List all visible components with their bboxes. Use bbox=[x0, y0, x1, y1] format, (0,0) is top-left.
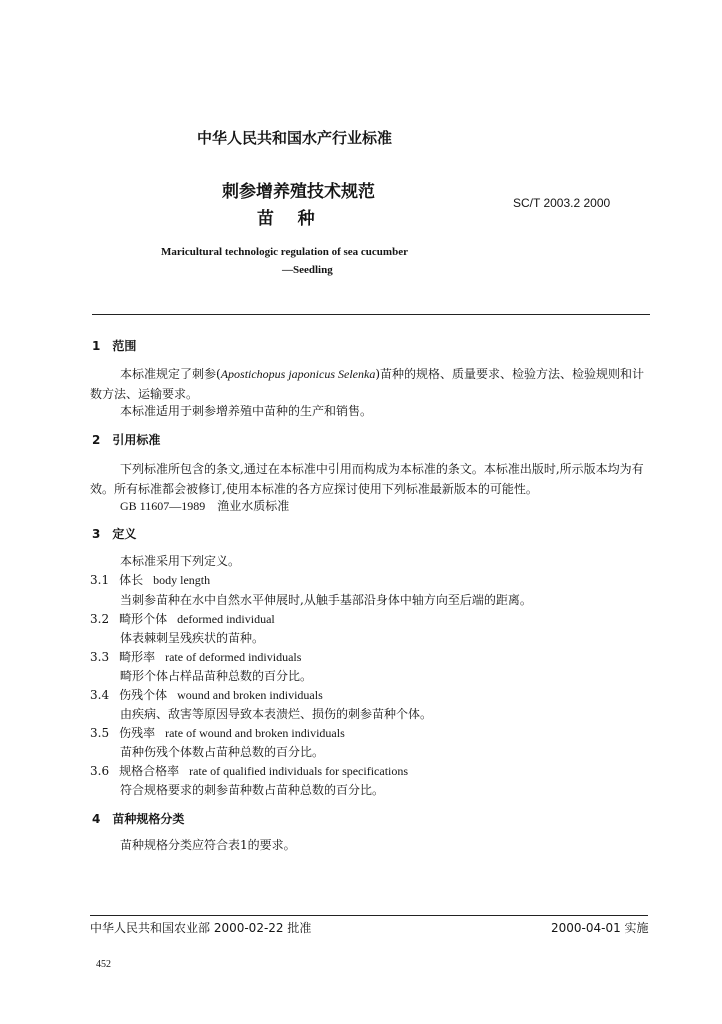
definition-term-en: deformed individual bbox=[177, 612, 275, 626]
definition-number: 3.6 bbox=[90, 764, 110, 778]
referenced-standard-code: GB 11607—1989 bbox=[120, 499, 206, 513]
definition-term: 畸形个体 bbox=[119, 612, 168, 626]
definition-number: 3.5 bbox=[90, 726, 110, 740]
definition-3-5-heading bbox=[90, 726, 345, 741]
definition-3-4-heading bbox=[90, 688, 323, 703]
standard-number: SC/T 2003.2 2000 bbox=[513, 196, 611, 210]
section-1-number: 1 bbox=[92, 339, 101, 353]
definition-term-en: wound and broken individuals bbox=[177, 688, 323, 702]
english-title: Maricultural technologic regulation of sea cucumber bbox=[161, 246, 408, 258]
section-1-heading bbox=[92, 337, 136, 354]
definition-3-6-text: 符合规格要求的刺参苗种数占苗种总数的百分比。 bbox=[120, 783, 385, 797]
section-4-heading bbox=[92, 810, 184, 827]
effective-date: 2000-04-01 实施 bbox=[551, 921, 649, 935]
definition-3-2-text: 体表棘刺呈残疾状的苗种。 bbox=[120, 631, 265, 645]
section-3-number: 3 bbox=[92, 527, 101, 541]
section-1-text-b: )苗种的规格、质量要求、检验方法、检验规则和计数方法、运输要求。 bbox=[90, 367, 645, 401]
doc-title: 刺参增养殖技术规范 bbox=[222, 182, 375, 202]
species-latin-name: Apostichopus japonicus Selenka bbox=[220, 367, 376, 381]
definition-3-3-heading bbox=[90, 650, 301, 665]
section-4-paragraph-1: 苗种规格分类应符合表1的要求。 bbox=[120, 838, 296, 852]
referenced-standard bbox=[120, 499, 289, 514]
definition-3-2-heading bbox=[90, 612, 275, 627]
section-4-number: 4 bbox=[92, 812, 101, 826]
definition-3-4-text: 由疾病、敌害等原因导致本表溃烂、损伤的刺参苗种个体。 bbox=[120, 707, 433, 721]
definition-term: 伤残率 bbox=[119, 726, 156, 740]
definition-3-5-text: 苗种伤残个体数占苗种总数的百分比。 bbox=[120, 745, 325, 759]
definition-3-3-text: 畸形个体占样品苗种总数的百分比。 bbox=[120, 669, 313, 683]
section-1-text-a: 本标准规定了刺参( bbox=[120, 367, 221, 381]
section-3-title: 定义 bbox=[112, 527, 137, 541]
referenced-standard-name: 渔业水质标准 bbox=[217, 499, 290, 513]
footer-divider bbox=[90, 915, 648, 916]
english-subtitle: —Seedling bbox=[282, 264, 333, 276]
section-2-number: 2 bbox=[92, 433, 101, 447]
definition-number: 3.4 bbox=[90, 688, 110, 702]
definition-term-en: body length bbox=[153, 573, 211, 587]
header-divider bbox=[92, 314, 650, 315]
definition-term: 畸形率 bbox=[119, 650, 156, 664]
section-2-heading bbox=[92, 431, 160, 448]
page-number: 452 bbox=[96, 959, 111, 970]
definition-number: 3.2 bbox=[90, 612, 110, 626]
definition-term: 体长 bbox=[119, 573, 144, 587]
definition-3-6-heading bbox=[90, 764, 408, 779]
definition-number: 3.1 bbox=[90, 573, 110, 587]
section-2-title: 引用标准 bbox=[112, 433, 161, 447]
approval-line: 中华人民共和国农业部 2000-02-22 批准 bbox=[90, 921, 312, 935]
section-2-paragraph-1: 下列标准所包含的条文,通过在本标准中引用而构成为本标准的条文。本标准出版时,所示版本均为有效。所有标准都会被修订,使用本标准的各方应探讨使用下列标准最新版本的可能性。 bbox=[90, 462, 644, 496]
doc-subtitle: 苗 种 bbox=[257, 209, 315, 229]
org-title: 中华人民共和国水产行业标准 bbox=[197, 129, 393, 147]
section-3-intro: 本标准采用下列定义。 bbox=[120, 554, 241, 568]
definition-term: 规格合格率 bbox=[119, 764, 180, 778]
section-4-title: 苗种规格分类 bbox=[112, 812, 185, 826]
section-1-paragraph-2: 本标准适用于刺参增养殖中苗种的生产和销售。 bbox=[120, 404, 373, 418]
definition-3-1-text: 当刺参苗种在水中自然水平伸展时,从触手基部沿身体中轴方向至后端的距离。 bbox=[120, 593, 532, 607]
definition-term: 伤残个体 bbox=[119, 688, 168, 702]
definition-number: 3.3 bbox=[90, 650, 110, 664]
definition-3-1-heading bbox=[90, 573, 210, 588]
definition-term-en: rate of deformed individuals bbox=[165, 650, 302, 664]
definition-term-en: rate of qualified individuals for specifications bbox=[189, 764, 409, 778]
definition-term-en: rate of wound and broken individuals bbox=[165, 726, 345, 740]
section-3-heading bbox=[92, 525, 136, 542]
section-1-paragraph-1 bbox=[90, 364, 654, 404]
section-1-title: 范围 bbox=[112, 339, 137, 353]
